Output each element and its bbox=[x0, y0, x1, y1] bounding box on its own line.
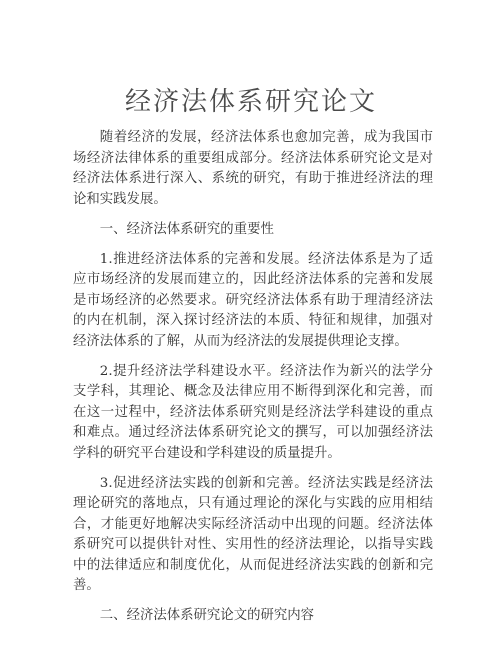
document-body bbox=[73, 128, 433, 627]
section-heading-2: 二、经济法体系研究论文的研究内容 bbox=[99, 608, 315, 623]
point-paragraph-1: 1.推进经济法体系的完善和发展。经济法体系是为了适应市场经济的发展而建立的，因此经济法体系的完善和发展是市场经济的必然要求。研究经济法体系有助于理清经济法的内在机制，深入探讨经济法的本质、特征和规律，加强对经济法体系的了解，从而为经济法的发展提供理论支撑。 bbox=[73, 251, 433, 349]
intro-paragraph: 随着经济的发展，经济法体系也愈加完善，成为我国市场经济法律体系的重要组成部分。经济法体系研究论文是对经济法体系进行深入、系统的研究，有助于推进经济法的理论和实践发展。 bbox=[73, 130, 433, 207]
point-paragraph-2: 2.提升经济法学科建设水平。经济法作为新兴的法学分支学科，其理论、概念及法律应用不断得到深化和完善，而在这一过程中，经济法体系研究则是经济法学科建设的重点和难点。通过经济法体系研究论文的撰写，可以加强经济法学科的研究平台建设和学科建设的质量提升。 bbox=[73, 363, 433, 461]
document-title: 经济法体系研究论文 bbox=[124, 87, 377, 117]
section-heading-1: 一、经济法体系研究的重要性 bbox=[99, 221, 274, 237]
point-paragraph-3: 3.促进经济法实践的创新和完善。经济法实践是经济法理论研究的落地点，只有通过理论的深化与实践的应用相结合，才能更好地解决实际经济活动中出现的问题。经济法体系研究可以提供针对性、实用性的经济法理论，以指导实践中的法律适应和制度优化，从而促进经济法实践的创新和完善。 bbox=[73, 475, 433, 593]
